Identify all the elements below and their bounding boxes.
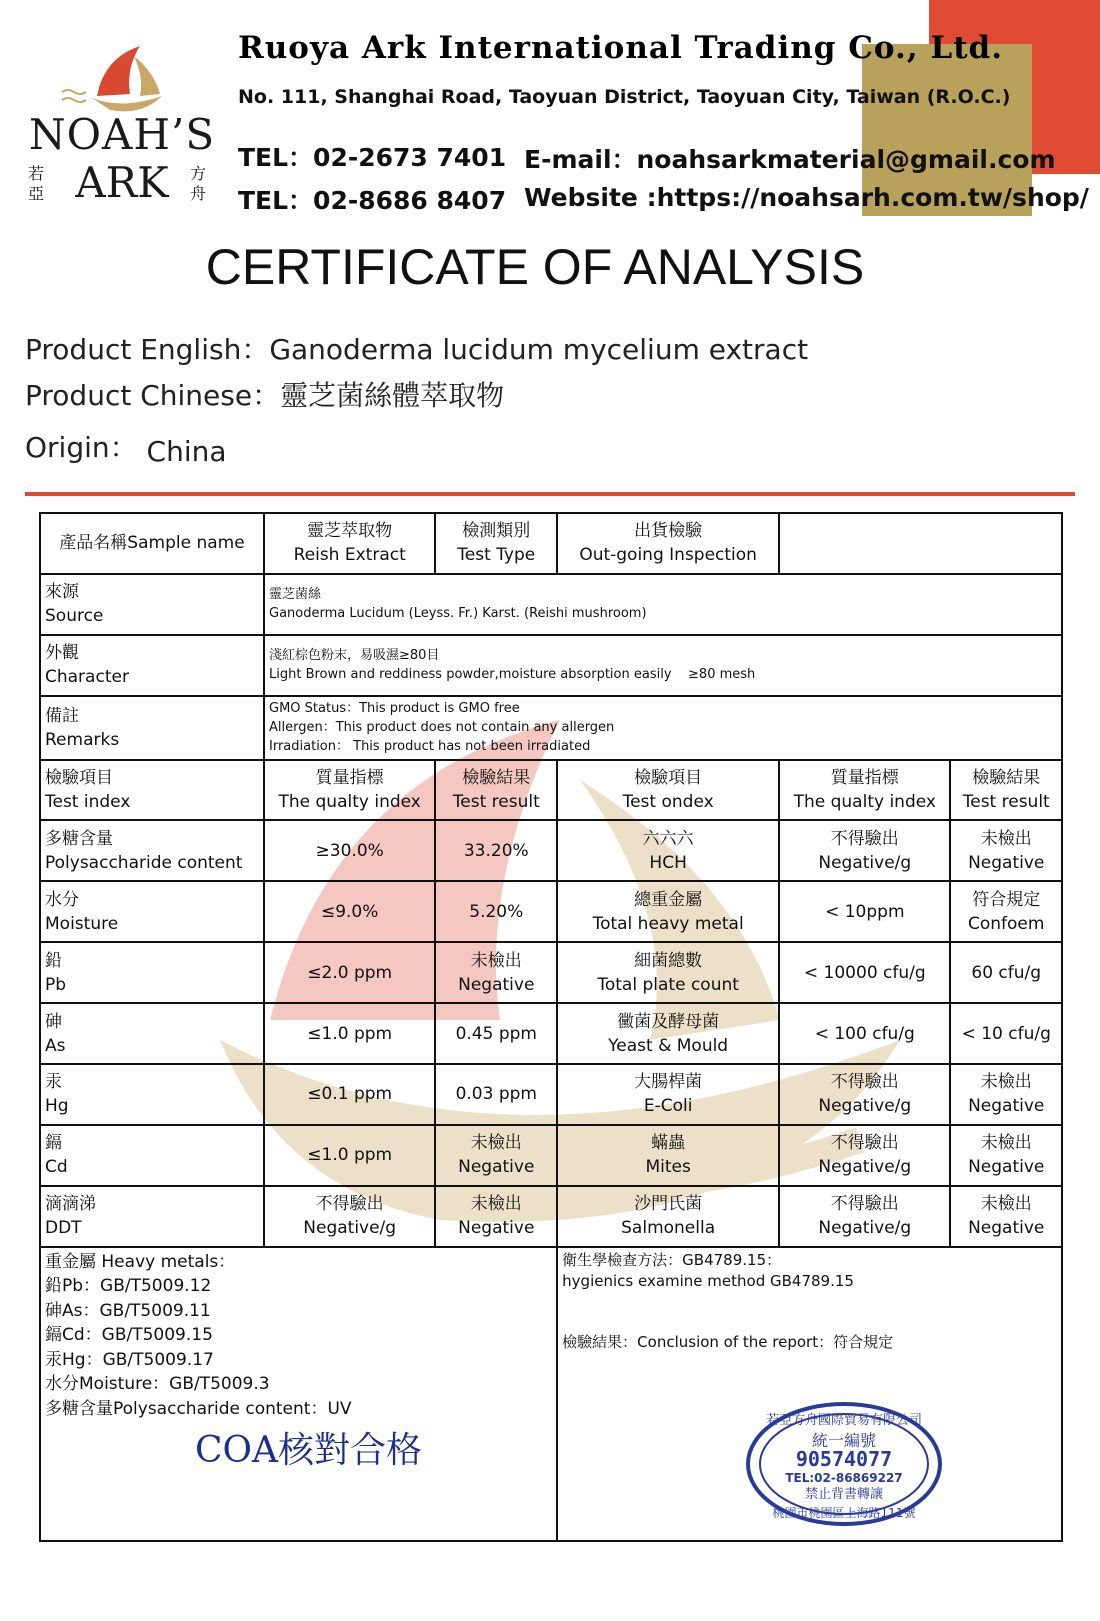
test-result-2-line: 未檢出 [980, 828, 1032, 849]
test-item-2-line: E-Coli [643, 1096, 693, 1117]
coa-table [39, 512, 1063, 1542]
header-test-index-cn: 檢驗項目 [45, 768, 113, 789]
header-result-en: Test result [452, 792, 540, 813]
logo-chinese-left: 若亞 [28, 164, 45, 203]
test-type-value [557, 513, 779, 574]
test-item-line: Polysaccharide content [45, 852, 243, 873]
test-result-line: 未檢出 [470, 950, 522, 971]
test-result-2 [950, 1125, 1062, 1186]
test-result-2-line: Confoem [968, 913, 1045, 934]
quality-index-2-line: Negative/g [818, 852, 912, 873]
test-item-line: As [45, 1035, 66, 1056]
quality-index-2 [779, 1003, 950, 1064]
test-item-line: 滴滴涕 [45, 1194, 96, 1215]
character-en: Character [45, 667, 129, 688]
test-result-2 [950, 1064, 1062, 1125]
test-result-line: Negative [458, 1218, 535, 1239]
remarks-row [40, 696, 1062, 760]
quality-index-line: ≥30.0% [315, 840, 384, 861]
character-label [40, 635, 264, 696]
stamp-line3: TEL:02-86869227 [785, 1471, 903, 1485]
test-result-2 [950, 1003, 1062, 1064]
test-item-2-line: Mites [645, 1157, 691, 1178]
source-label [40, 574, 264, 635]
sample-row [40, 513, 1062, 574]
quality-index-2 [779, 1064, 950, 1125]
test-row [40, 942, 1062, 1003]
test-item-line: DDT [45, 1218, 82, 1239]
method-item: 多糖含量Polysaccharide content：UV [45, 1398, 352, 1419]
test-item-2-line: 總重金屬 [634, 889, 703, 910]
quality-index-2-line: 不得驗出 [830, 1133, 899, 1154]
test-result-2-line: Negative [968, 1096, 1045, 1117]
company-seal-stamp-icon [744, 1400, 944, 1528]
test-result-2 [950, 820, 1062, 881]
test-result-line: 未檢出 [470, 1133, 522, 1154]
email: E-mail：noahsarkmaterial@gmail.com [524, 145, 1056, 174]
test-result-line: Negative [458, 974, 535, 995]
test-result-2-line: < 10 cfu/g [961, 1023, 1051, 1044]
quality-index [264, 942, 435, 1003]
method-item: 水分Moisture：GB/T5009.3 [45, 1374, 270, 1395]
test-result-2 [950, 1186, 1062, 1247]
quality-index-2-line: 不得驗出 [830, 1194, 899, 1215]
test-result-2-line: 60 cfu/g [971, 962, 1042, 983]
quality-index-2 [779, 942, 950, 1003]
test-result-2-line: 未檢出 [980, 1194, 1032, 1215]
header-result2-en: Test result [962, 792, 1050, 813]
test-row [40, 1003, 1062, 1064]
quality-index-line: ≤2.0 ppm [307, 962, 393, 983]
quality-index-2 [779, 820, 950, 881]
character-value [264, 635, 1062, 696]
quality-index-2-line: < 10ppm [825, 901, 905, 922]
test-item [40, 1125, 264, 1186]
character-row [40, 635, 1062, 696]
header-quality-en: The qualty index [278, 792, 421, 813]
test-row [40, 1064, 1062, 1125]
test-item-line: 鎘 [45, 1133, 62, 1154]
origin-label: Origin： [25, 431, 138, 464]
test-result-2 [950, 881, 1062, 942]
source-value-en: Ganoderma Lucidum (Leyss. Fr.) Karst. (Reishi mushroom) [269, 606, 647, 622]
quality-index [264, 1064, 435, 1125]
remarks-label [40, 696, 264, 760]
test-item [40, 820, 264, 881]
test-item-2 [557, 1186, 779, 1247]
test-result-2-line: 符合規定 [972, 889, 1041, 910]
test-item-2-line: 細菌總數 [634, 950, 703, 971]
test-type-en: Test Type [457, 545, 536, 566]
source-cn: 來源 [45, 582, 79, 603]
test-item [40, 881, 264, 942]
origin-value: China [146, 435, 227, 468]
quality-index [264, 1125, 435, 1186]
test-item-2-line: Yeast & Mould [608, 1035, 729, 1056]
logo-word: NOAH’S [28, 110, 216, 159]
sample-name-value [264, 513, 435, 574]
header-quality-index-2 [779, 760, 950, 821]
quality-index [264, 881, 435, 942]
stamp-line2: 90574077 [795, 1447, 893, 1471]
stamp-line4: 禁止背書轉讓 [804, 1487, 884, 1502]
quality-index-line: ≤1.0 ppm [307, 1145, 393, 1166]
test-result [435, 1003, 557, 1064]
methods-list [45, 1250, 552, 1422]
sample-name-label: 產品名稱Sample name [40, 513, 264, 574]
test-item-line: 汞 [45, 1072, 62, 1093]
test-item-2-line: Salmonella [621, 1218, 716, 1239]
character-value-cn: 淺紅棕色粉末，易吸濕≥80目 [269, 648, 440, 664]
conclusion: 檢驗結果：Conclusion of the report：符合規定 [562, 1332, 894, 1351]
method-item: 重金屬 Heavy metals： [45, 1251, 236, 1272]
coa-verified-text: COA核對合格 [195, 1430, 423, 1472]
test-item-line: 鉛 [45, 950, 62, 971]
test-result [435, 1125, 557, 1186]
header-quality2-cn: 質量指標 [830, 768, 899, 789]
empty-cell [779, 513, 1062, 574]
quality-index-2-line: Negative/g [818, 1096, 912, 1117]
test-result-line: 5.20% [469, 901, 524, 922]
product-english: Product English：Ganoderma lucidum mycelium extract [25, 333, 809, 366]
header-test-result [435, 760, 557, 821]
hygienic-method-cn: 衛生學檢查方法：GB4789.15： [562, 1250, 782, 1269]
test-header-row [40, 760, 1062, 821]
stamp-line1: 統一編號 [811, 1431, 877, 1450]
test-item-2-line: HCH [649, 852, 687, 873]
company-logo [22, 38, 222, 218]
test-item-2-line: 六六六 [642, 828, 694, 849]
test-item-2-line: 黴菌及酵母菌 [617, 1011, 720, 1032]
inspection-en: Out-going Inspection [579, 545, 757, 566]
header-test-result-2 [950, 760, 1062, 821]
quality-index-line: ≤9.0% [320, 901, 379, 922]
test-result [435, 1064, 557, 1125]
test-result-line: Negative [458, 1157, 535, 1178]
sample-en: Reish Extract [293, 545, 406, 566]
company-address: No. 111, Shanghai Road, Taoyuan District, Taoyuan City, Taiwan (R.O.C.) [238, 86, 1011, 108]
test-item-line: Cd [45, 1157, 68, 1178]
quality-index-line: 不得驗出 [315, 1194, 384, 1215]
ship-logo-icon [22, 38, 222, 118]
remarks-gmo: GMO Status：This product is GMO free [269, 701, 520, 717]
sample-cn: 靈芝萃取物 [307, 521, 393, 542]
header-test-index-2 [557, 760, 779, 821]
header-test-index2-en: Test ondex [622, 792, 714, 813]
logo-ark: ARK [75, 158, 169, 207]
test-result-line: 33.20% [463, 840, 529, 861]
test-result-line: 未檢出 [470, 1194, 522, 1215]
origin [25, 426, 227, 466]
test-item [40, 1186, 264, 1247]
test-type-cn: 檢測類別 [462, 521, 531, 542]
quality-index-2-line: 不得驗出 [830, 828, 899, 849]
test-result-2-line: Negative [968, 852, 1045, 873]
inspection-cn: 出貨檢驗 [634, 521, 703, 542]
test-result-2-line: 未檢出 [980, 1072, 1032, 1093]
product-chinese: Product Chinese：靈芝菌絲體萃取物 [25, 379, 505, 412]
test-item-2 [557, 1125, 779, 1186]
character-cn: 外觀 [45, 643, 79, 664]
quality-index-2-line: Negative/g [818, 1157, 912, 1178]
header-test-index [40, 760, 264, 821]
test-item-line: Pb [45, 974, 67, 995]
test-item-2 [557, 1064, 779, 1125]
methods-cell [40, 1247, 557, 1541]
test-item-2-line: 蟎蟲 [651, 1133, 686, 1154]
method-item: 汞Hg：GB/T5009.17 [45, 1349, 214, 1370]
test-item-line: 砷 [45, 1011, 62, 1032]
test-result [435, 820, 557, 881]
stamp-bottom-text: 桃園市桃園區上海路111號 [772, 1506, 916, 1520]
test-item-line: 多糖含量 [45, 828, 113, 849]
remarks-allergen: Allergen：This product does not contain any allergen [269, 720, 615, 736]
quality-index-line: ≤0.1 ppm [307, 1084, 393, 1105]
quality-index-line: Negative/g [303, 1218, 397, 1239]
test-item-2 [557, 1003, 779, 1064]
test-result [435, 1186, 557, 1247]
test-item [40, 942, 264, 1003]
test-result-2-line: Negative [968, 1218, 1045, 1239]
remarks-value [264, 696, 1062, 760]
header-quality2-en: The qualty index [793, 792, 936, 813]
divider-line [25, 492, 1075, 496]
method-item: 鉛Pb：GB/T5009.12 [45, 1276, 212, 1297]
test-result [435, 881, 557, 942]
stamp-top-text: 若亞方舟國際貿易有限公司 [765, 1413, 923, 1428]
quality-index-line: ≤1.0 ppm [307, 1023, 393, 1044]
test-item-2-line: 大腸桿菌 [634, 1072, 703, 1093]
test-item-2 [557, 942, 779, 1003]
method-item: 鎘Cd：GB/T5009.15 [45, 1325, 213, 1346]
test-item-2-line: Total heavy metal [592, 913, 744, 934]
header-test-index2-cn: 檢驗項目 [634, 768, 703, 789]
test-item-2 [557, 881, 779, 942]
source-row [40, 574, 1062, 635]
test-rows [40, 820, 1062, 1246]
quality-index-2-line: < 10000 cfu/g [803, 962, 926, 983]
quality-index [264, 820, 435, 881]
hygienic-method-en: hygienics examine method GB4789.15 [562, 1271, 854, 1290]
test-result-2-line: Negative [968, 1157, 1045, 1178]
source-value-cn: 靈芝菌絲 [269, 587, 322, 603]
method-item: 砷As：GB/T5009.11 [45, 1300, 211, 1321]
quality-index-2 [779, 1186, 950, 1247]
test-result-line: 0.03 ppm [455, 1084, 537, 1105]
header-test-index-en: Test index [45, 792, 131, 813]
test-result-line: 0.45 ppm [455, 1023, 537, 1044]
quality-index-2-line: < 100 cfu/g [814, 1023, 915, 1044]
test-result-2-line: 未檢出 [980, 1133, 1032, 1154]
test-row [40, 881, 1062, 942]
quality-index-2-line: 不得驗出 [830, 1072, 899, 1093]
test-row [40, 1186, 1062, 1247]
test-row [40, 1125, 1062, 1186]
source-en: Source [45, 606, 104, 627]
header-result2-cn: 檢驗結果 [972, 768, 1041, 789]
test-item-line: 水分 [45, 889, 79, 910]
telephone-2: TEL：02-8686 8407 [238, 186, 507, 215]
remarks-en: Remarks [45, 729, 120, 750]
website: Website :https://noahsarh.com.tw/shop/ [524, 183, 1089, 212]
test-item-2-line: Total plate count [597, 974, 739, 995]
header-result-cn: 檢驗結果 [462, 768, 531, 789]
source-value [264, 574, 1062, 635]
test-item [40, 1064, 264, 1125]
logo-chinese-right: 方舟 [190, 164, 207, 203]
test-item-line: Moisture [45, 913, 119, 934]
quality-index [264, 1003, 435, 1064]
header-quality-cn: 質量指標 [315, 768, 384, 789]
test-result-2 [950, 942, 1062, 1003]
company-name: Ruoya Ark International Trading Co., Ltd. [238, 30, 1003, 66]
test-row [40, 820, 1062, 881]
test-item-2-line: 沙門氏菌 [634, 1194, 703, 1215]
header-quality-index [264, 760, 435, 821]
quality-index-2-line: Negative/g [818, 1218, 912, 1239]
test-type-label [435, 513, 557, 574]
character-value-en: Light Brown and reddiness powder,moisture absorption easily ≥80 mesh [269, 667, 756, 683]
quality-index-2 [779, 1125, 950, 1186]
quality-index-2 [779, 881, 950, 942]
test-item [40, 1003, 264, 1064]
page-title: CERTIFICATE OF ANALYSIS [205, 239, 865, 295]
test-item-line: Hg [45, 1096, 69, 1117]
telephone-1: TEL：02-2673 7401 [238, 143, 507, 172]
test-item-2 [557, 820, 779, 881]
remarks-cn: 備註 [45, 705, 79, 726]
remarks-irradiation: Irradiation： This product has not been irradiated [269, 739, 591, 755]
test-result [435, 942, 557, 1003]
quality-index [264, 1186, 435, 1247]
